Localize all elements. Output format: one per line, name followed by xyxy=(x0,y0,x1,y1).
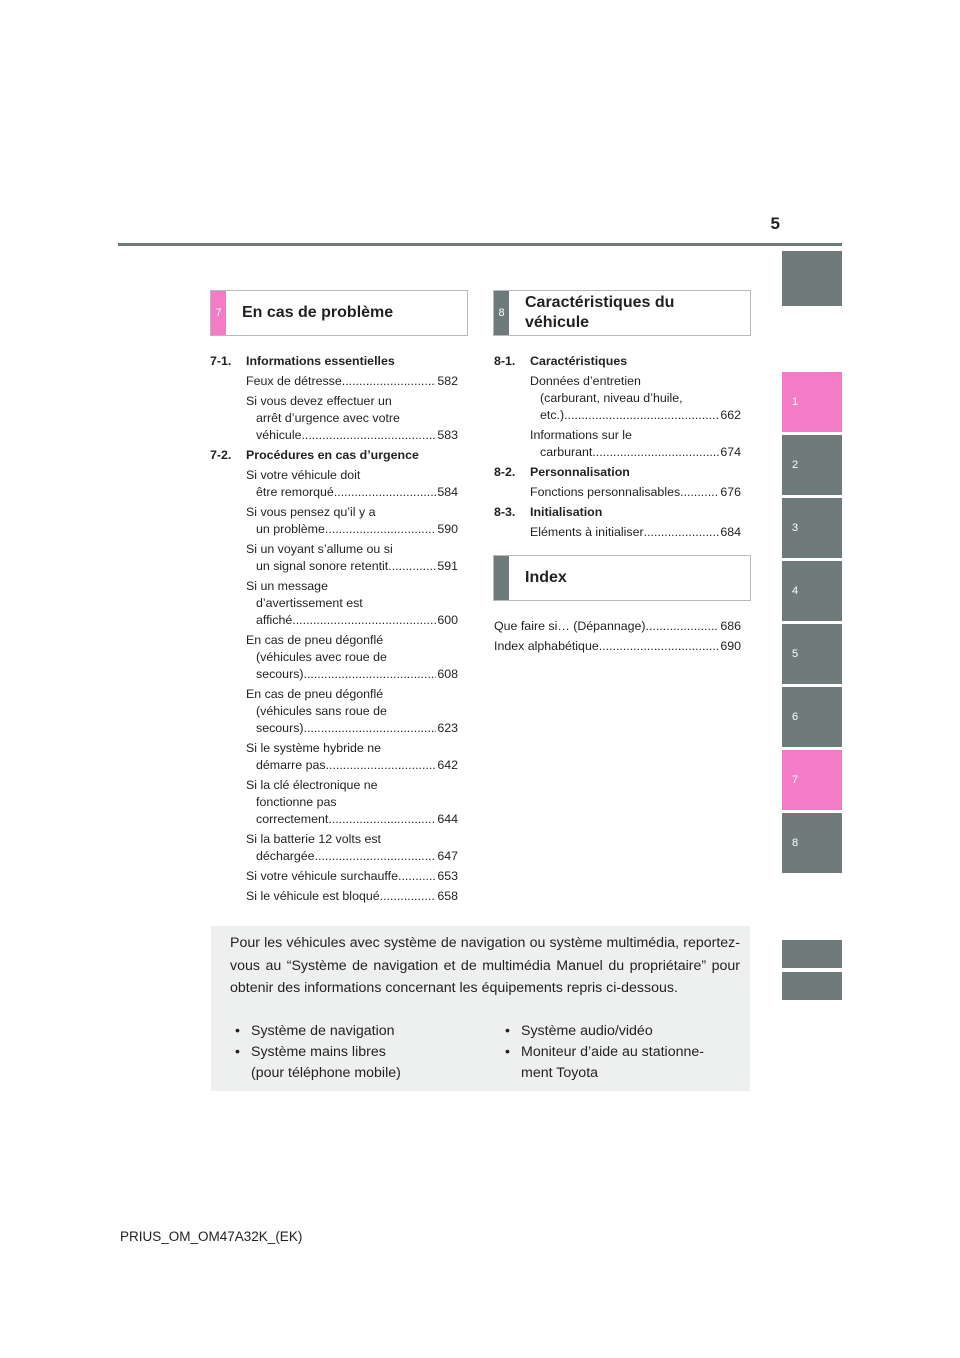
entry-page: 674 xyxy=(720,445,741,459)
toc-chapter xyxy=(210,353,458,370)
side-tab-2[interactable] xyxy=(782,435,842,495)
entry-title-cont: (véhicules avec roue de xyxy=(256,650,387,664)
bullet-list-right xyxy=(505,1021,741,1084)
toc-entry[interactable] xyxy=(494,484,741,501)
toc-entry[interactable] xyxy=(210,888,458,905)
entry-title-cont: démarre pas xyxy=(256,758,326,772)
entry-title: Si le véhicule est bloqué xyxy=(246,889,380,903)
entry-title-cont: carburant xyxy=(540,445,593,459)
bullet-dot: • xyxy=(235,1044,240,1060)
toc-entry[interactable] xyxy=(210,777,458,828)
header-rule xyxy=(118,243,842,246)
entry-title: Feux de détresse xyxy=(246,374,342,388)
chapter-title: Personnalisation xyxy=(530,465,630,479)
side-tab-label: 4 xyxy=(792,585,799,597)
toc-entry[interactable] xyxy=(494,373,741,424)
chapter-number: 8-3. xyxy=(494,505,516,519)
entry-title-cont: d’avertissement est xyxy=(256,596,363,610)
toc-entry[interactable] xyxy=(210,868,458,885)
entry-title-cont: un signal sonore retentit xyxy=(256,559,389,573)
multimedia-info-box xyxy=(211,926,750,1091)
index-title: Index xyxy=(525,569,567,586)
entry-page: 686 xyxy=(720,619,741,633)
entry-page: 584 xyxy=(437,485,458,499)
entry-title: Si un voyant s’allume ou si xyxy=(246,542,393,556)
entry-title: Eléments à initialiser xyxy=(530,525,644,539)
info-paragraph: Pour les véhicules avec système de navigation ou système multimédia, reportez-vous au “Système de navigation et de multimédia Manuel du propriétaire” pour obtenir des informations concernant les équipements repris ci-dessous. xyxy=(230,935,740,996)
entry-title: Si un message xyxy=(246,579,328,593)
bullet-text-cont: ment Toyota xyxy=(521,1065,599,1081)
toc-entry[interactable] xyxy=(494,638,741,655)
section-number: 7 xyxy=(211,291,226,335)
side-tab-5[interactable] xyxy=(782,624,842,684)
side-tab-label: 7 xyxy=(792,774,799,786)
side-tab-6[interactable] xyxy=(782,687,842,747)
entry-title: Si vous pensez qu’il y a xyxy=(246,505,376,519)
entry-title-cont: un problème xyxy=(256,522,325,536)
entry-title: En cas de pneu dégonflé xyxy=(246,633,384,647)
side-tab-label: 8 xyxy=(792,837,799,849)
entry-page: 658 xyxy=(437,889,458,903)
chapter-title: Procédures en cas d’urgence xyxy=(246,448,419,462)
entry-page: 647 xyxy=(437,849,458,863)
toc-entry[interactable] xyxy=(210,686,458,737)
bullet-dot: • xyxy=(505,1023,510,1039)
chapter-number: 8-2. xyxy=(494,465,516,479)
bullet-dot: • xyxy=(505,1044,510,1060)
entry-page: 623 xyxy=(437,721,458,735)
entry-page: 591 xyxy=(437,559,458,573)
toc-left-column xyxy=(210,353,458,908)
entry-title-cont: fonctionne pas xyxy=(256,795,337,809)
entry-title-cont: correctement xyxy=(256,812,329,826)
entry-title: Si la clé électronique ne xyxy=(246,778,378,792)
entry-title-cont: (carburant, niveau d’huile, xyxy=(540,391,683,405)
section-title: En cas de problème xyxy=(242,304,394,321)
entry-title-cont: véhicule xyxy=(256,428,302,442)
toc-chapter xyxy=(494,353,741,370)
entry-title: Si votre véhicule surchauffe xyxy=(246,869,398,883)
toc-entry[interactable] xyxy=(210,831,458,865)
entry-title: Si vous devez effectuer un xyxy=(246,394,392,408)
toc-entry[interactable] xyxy=(494,427,741,461)
entry-title-cont: secours) xyxy=(256,667,304,681)
side-tab-blank-b[interactable] xyxy=(782,972,842,1000)
toc-entry[interactable] xyxy=(210,740,458,774)
entry-page: 590 xyxy=(437,522,458,536)
toc-entry[interactable] xyxy=(494,618,741,635)
toc-entry[interactable] xyxy=(210,632,458,683)
toc-entry[interactable] xyxy=(210,578,458,629)
section-number: 8 xyxy=(494,291,509,335)
side-tab-label: 6 xyxy=(792,711,799,723)
chapter-title: Caractéristiques xyxy=(530,354,628,368)
chapter-title: Initialisation xyxy=(530,505,603,519)
section-title: Caractéristiques du véhicule xyxy=(525,294,675,331)
toc-entry[interactable] xyxy=(210,467,458,501)
toc-entry[interactable] xyxy=(210,373,458,390)
side-tab-4[interactable] xyxy=(782,561,842,621)
entry-page: 690 xyxy=(720,639,741,653)
entry-page: 583 xyxy=(437,428,458,442)
chapter-number: 7-2. xyxy=(210,448,232,462)
entry-page: 662 xyxy=(720,408,741,422)
toc-chapter xyxy=(494,504,741,521)
entry-title-cont: être remorqué xyxy=(256,485,334,499)
toc-entry[interactable] xyxy=(210,504,458,538)
side-tab-label: 3 xyxy=(792,522,799,534)
entry-page: 676 xyxy=(720,485,741,499)
entry-title-cont: etc.) xyxy=(540,408,565,422)
entry-title-cont: secours) xyxy=(256,721,304,735)
bullet-item xyxy=(505,1021,741,1042)
entry-title: Si votre véhicule doit xyxy=(246,468,361,482)
bullet-text-cont: (pour téléphone mobile) xyxy=(251,1065,401,1081)
chapter-number: 7-1. xyxy=(210,354,232,368)
entry-title-cont: arrêt d’urgence avec votre xyxy=(256,411,400,425)
bullet-item xyxy=(235,1021,485,1042)
entry-title: En cas de pneu dégonflé xyxy=(246,687,384,701)
entry-page: 600 xyxy=(437,613,458,627)
toc-entry[interactable] xyxy=(494,524,741,541)
toc-entry[interactable] xyxy=(210,393,458,444)
footer-doc-code: PRIUS_OM_OM47A32K_(EK) xyxy=(120,1229,303,1244)
toc-right-column xyxy=(494,353,741,544)
chapter-title: Informations essentielles xyxy=(246,354,395,368)
entry-title-cont: affiché xyxy=(256,613,293,627)
bullet-item xyxy=(235,1042,485,1084)
bullet-list-left xyxy=(235,1021,485,1084)
index-header[interactable] xyxy=(493,555,751,601)
page-number: 5 xyxy=(770,214,780,233)
entry-title: Informations sur le xyxy=(530,428,632,442)
side-tab-3[interactable] xyxy=(782,498,842,558)
bullet-dot: • xyxy=(235,1023,240,1039)
side-tab-blank-top[interactable] xyxy=(782,251,842,306)
index-marker xyxy=(494,556,509,600)
side-tab-1[interactable] xyxy=(782,372,842,432)
bullet-text: Système mains libres xyxy=(251,1044,386,1060)
toc-chapter xyxy=(494,464,741,481)
bullet-text: Système de navigation xyxy=(251,1023,395,1039)
toc-index-column xyxy=(494,618,741,658)
entry-page: 684 xyxy=(720,525,741,539)
entry-title: Fonctions personnalisables xyxy=(530,485,681,499)
entry-title: Que faire si… (Dépannage) xyxy=(494,619,646,633)
entry-title: Index alphabétique xyxy=(494,639,599,653)
bullet-item xyxy=(505,1042,741,1084)
entry-page: 608 xyxy=(437,667,458,681)
entry-title: Si le système hybride ne xyxy=(246,741,381,755)
side-tab-8[interactable] xyxy=(782,813,842,873)
entry-title-cont: (véhicules sans roue de xyxy=(256,704,387,718)
entry-title: Si la batterie 12 volts est xyxy=(246,832,381,846)
bullet-text: Système audio/vidéo xyxy=(521,1023,653,1039)
side-tab-label: 2 xyxy=(792,459,799,471)
side-tab-label: 5 xyxy=(792,648,799,660)
section-8-header[interactable] xyxy=(493,290,751,336)
entry-page: 644 xyxy=(437,812,458,826)
toc-chapter xyxy=(210,447,458,464)
section-7-header[interactable] xyxy=(210,290,468,336)
entry-page: 582 xyxy=(437,374,458,388)
entry-title: Données d’entretien xyxy=(530,374,641,388)
entry-page: 653 xyxy=(437,869,458,883)
side-tab-label: 1 xyxy=(792,396,799,408)
chapter-number: 8-1. xyxy=(494,354,516,368)
bullet-text: Moniteur d’aide au stationne- xyxy=(521,1044,704,1060)
side-tab-blank-a[interactable] xyxy=(782,940,842,968)
entry-page: 642 xyxy=(437,758,458,772)
entry-title-cont: déchargée xyxy=(256,849,315,863)
side-tab-7[interactable] xyxy=(782,750,842,810)
toc-entry[interactable] xyxy=(210,541,458,575)
